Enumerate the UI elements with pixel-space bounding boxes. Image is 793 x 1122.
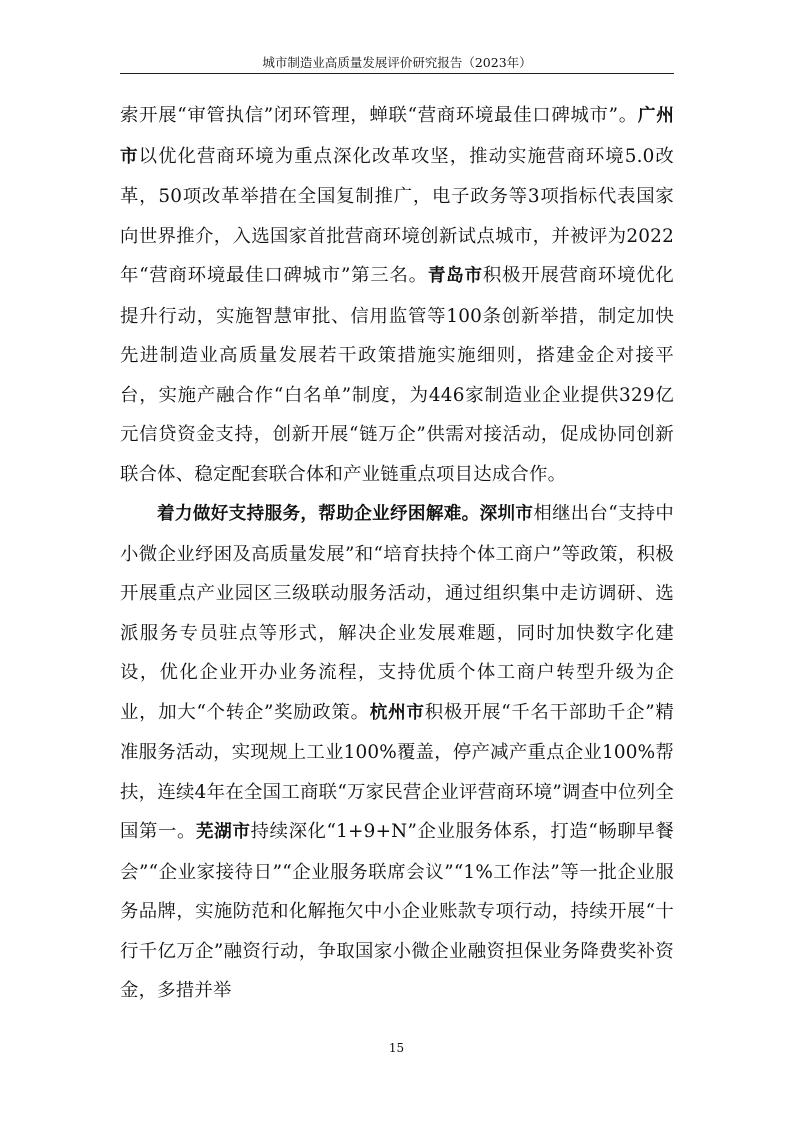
text-run: 相继出台“支持中小微企业纾困及高质量发展”和“培育扶持个体工商户”等政策，积极开展重点产业园区三级联动服务活动，通过组织集中走访调研、选派服务专员驻点等形式，解决企业发展难题，同时加快数字化建设，优化企业开办业务流程，支持优质个体工商户转型升级为企业，加大“个转企”奖励政策。 <box>120 503 674 723</box>
text-run: 以优化营商环境为重点深化改革攻坚，推动实施营商环境5.0改革，50项改革举措在全国复制推广，电子政务等3项指标代表国家向世界推介，入选国家首批营商环境创新试点城市，并被评为2022年“营商环境最佳口碑城市”第三名。 <box>120 145 674 286</box>
paragraph-1 <box>120 96 674 494</box>
text-run: 积极开展“千名干部助千企”精准服务活动，实现规上工业100%覆盖，停产减产重点企业100%帮扶，连续4年在全国工商联“万家民营企业评营商环境”调查中位列全国第一。 <box>120 701 674 842</box>
paragraph-2 <box>120 494 674 1011</box>
text-run: 索开展“审管执信”闭环管理，蝉联“营商环境最佳口碑城市”。 <box>120 105 638 126</box>
city-name-guangzhou: 广州市 <box>120 106 674 167</box>
page-number: 15 <box>388 1041 405 1055</box>
body-text <box>120 96 674 1011</box>
text-run: 持续深化“1+9+N”企业服务体系，打造“畅聊早餐会”“企业家接待日”“企业服务联席会议”“1%工作法”等一批企业服务品牌，实施防范和化解拖欠中小企业账款专项行动，持续开展“十行千亿万企”融资行动，争取国家小微企业融资担保业务降费奖补资金，多措并举 <box>120 821 674 1001</box>
paragraph-heading: 着力做好支持服务，帮助企业纾困解难。 <box>157 504 480 524</box>
header-divider <box>120 73 674 74</box>
city-name-hangzhou: 杭州市 <box>369 702 425 723</box>
city-name-shenzhen: 深圳市 <box>479 504 534 524</box>
running-header: 城市制造业高质量发展评价研究报告（2023年） <box>262 55 532 70</box>
city-name-qingdao: 青岛市 <box>427 266 483 286</box>
text-run: 积极开展营商环境优化提升行动，实施智慧审批、信用监管等100条创新举措，制定加快先进制造业高质量发展若干政策措施实施细则，搭建金企对接平台，实施产融合作“白名单”制度，为446家制造业企业提供329亿元信贷资金支持，创新开展“链万企”供需对接活动，促成协同创新联合体、稳定配套联合体和产业链重点项目达成合作。 <box>120 265 674 485</box>
city-name-wuhu: 芜湖市 <box>195 822 251 842</box>
